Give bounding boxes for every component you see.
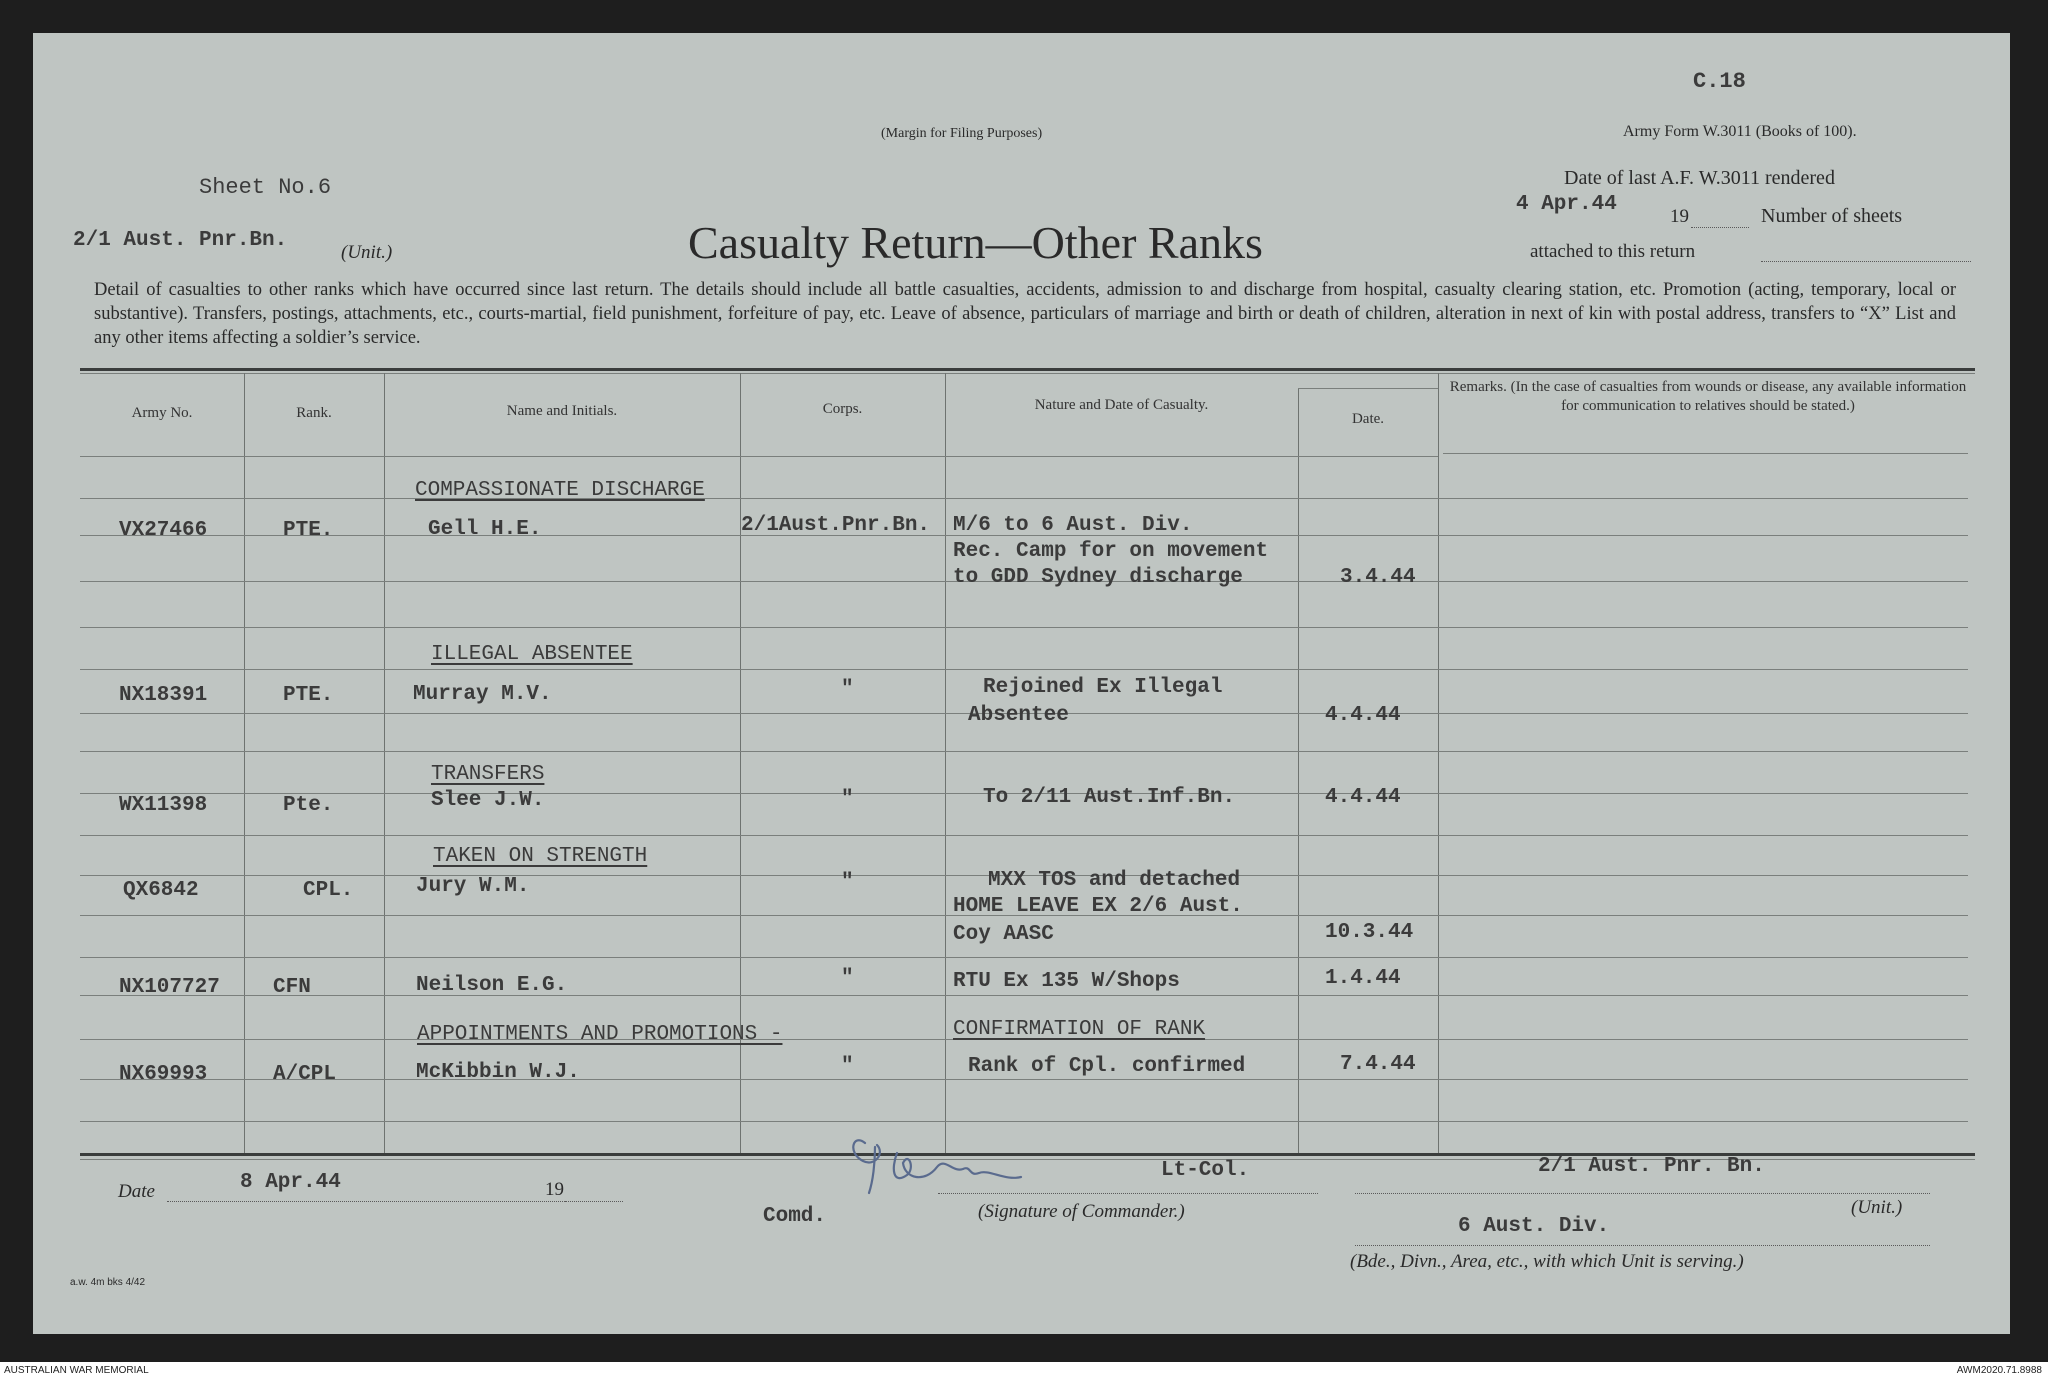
header-date: Date.: [1351, 411, 1385, 427]
remarks-header-rule: [1443, 453, 1968, 454]
cell-name: Gell H.E.: [428, 518, 542, 541]
cell-nature: To 2/11 Aust.Inf.Bn.: [983, 786, 1236, 809]
commander-rank: Lt-Col.: [1161, 1159, 1250, 1182]
cell-date: 10.3.44: [1325, 921, 1414, 944]
cell-rank: PTE.: [283, 519, 334, 542]
col-divider-4: [945, 373, 946, 1153]
rule-line: [80, 1079, 1968, 1080]
cell-rank: CPL.: [303, 879, 354, 902]
rule-line: [80, 627, 1968, 628]
cell-date: 4.4.44: [1325, 786, 1401, 809]
cell-nature: Rec. Camp for on movement: [953, 540, 1269, 563]
cell-name: Murray M.V.: [413, 683, 552, 706]
cell-corps: ": [841, 788, 854, 811]
cell-nature: to GDD Sydney discharge: [953, 566, 1243, 589]
cell-nature: Coy AASC: [953, 923, 1054, 946]
rule-line: [80, 957, 1968, 958]
header-remarks: Remarks. (In the case of casualties from wounds or disease, any available information for communication to relatives should be stated.): [1449, 379, 1967, 414]
cell-nature: Absentee: [968, 704, 1069, 727]
header-nature: Nature and Date of Casualty.: [1034, 397, 1209, 413]
table-top-rule: [80, 368, 1975, 371]
date-header-rule: [1298, 388, 1438, 389]
header-rule: [80, 456, 1438, 457]
cell-nature: Rank of Cpl. confirmed: [968, 1055, 1246, 1078]
section-heading: TRANSFERS: [431, 763, 545, 786]
cell-name: Jury W.M.: [416, 875, 530, 898]
cell-name: Neilson E.G.: [416, 974, 568, 997]
rule-line: [80, 1121, 1968, 1122]
cell-corps: ": [841, 1055, 854, 1078]
cell-nature: M/6 to 6 Aust. Div.: [953, 514, 1193, 537]
cell-corps: ": [841, 678, 854, 701]
year-prefix: 19: [1670, 206, 1689, 227]
archive-name: AUSTRALIAN WAR MEMORIAL: [4, 1365, 149, 1376]
cell-army-no: WX11398: [119, 794, 208, 817]
division-label: (Bde., Divn., Area, etc., with which Unit is serving.): [1350, 1251, 1744, 1272]
cell-nature: HOME LEAVE EX 2/6 Aust.: [953, 895, 1243, 918]
date-dots: [167, 1201, 579, 1202]
army-form-label: Army Form W.3011 (Books of 100).: [1623, 123, 1857, 140]
cell-corps: ": [841, 967, 854, 990]
cell-rank: A/CPL: [273, 1063, 337, 1086]
section-heading: APPOINTMENTS AND PROMOTIONS -: [417, 1023, 783, 1046]
table-top-rule-inner: [80, 373, 1975, 374]
division-dots: [1355, 1245, 1930, 1246]
col-divider-6: [1438, 373, 1439, 1153]
number-of-sheets-label: Number of sheets: [1761, 205, 1903, 227]
print-code: a.w. 4m bks 4/42: [70, 1277, 146, 1288]
sheet-number: Sheet No.6: [199, 175, 332, 200]
cell-date: 7.4.44: [1340, 1053, 1416, 1076]
cell-nature: MXX TOS and detached: [988, 869, 1241, 892]
cell-rank: Pte.: [283, 794, 334, 817]
cell-rank: CFN: [273, 976, 311, 999]
cell-army-no: NX18391: [119, 684, 208, 707]
cell-army-no: QX6842: [123, 879, 199, 902]
footer-unit-value: 2/1 Aust. Pnr. Bn.: [1538, 1155, 1765, 1178]
rule-line: [80, 995, 1968, 996]
rule-line: [80, 751, 1968, 752]
cell-corps: ": [841, 871, 854, 894]
cell-army-no: NX107727: [119, 976, 220, 999]
header-name: Name and Initials.: [506, 403, 618, 419]
header-army-no: Army No.: [131, 405, 193, 421]
unit-dots: [1355, 1193, 1930, 1194]
date-value: 8 Apr.44: [240, 1171, 341, 1194]
rule-line: [80, 669, 1968, 670]
unit-label: (Unit.): [341, 242, 393, 263]
header-corps: Corps.: [822, 401, 863, 417]
signature-label: (Signature of Commander.): [978, 1201, 1185, 1222]
cell-army-no: NX69993: [119, 1063, 208, 1086]
comd-label: Comd.: [763, 1205, 827, 1228]
cell-date: 4.4.44: [1325, 704, 1401, 727]
form-title: Casualty Return—Other Ranks: [688, 217, 1263, 268]
detail-instructions: Detail of casualties to other ranks which have occurred since last return. The details should include all battle casualties, accidents, admission to and discharge from hospital, casualty clearing station, etc. Promotion (acting, temporary, local or substantive). Transfers, postings, attachments, etc., courts-martial, field punishment, forfeiture of pay, etc. Leave of absence, particulars of marriage and birth or death of children, alteration in next of kin with postal address, transfers to “X” List and any other items affecting a soldier’s service.: [94, 280, 1956, 348]
cell-army-no: VX27466: [119, 519, 208, 542]
section-heading-secondary: CONFIRMATION OF RANK: [953, 1018, 1206, 1041]
date-year-dots: [565, 1201, 623, 1202]
margin-note: (Margin for Filing Purposes): [881, 126, 1043, 141]
cell-name: McKibbin W.J.: [416, 1061, 580, 1084]
form-sheet: [33, 33, 2010, 1334]
cell-rank: PTE.: [283, 684, 334, 707]
col-divider-1: [244, 373, 245, 1153]
division-value: 6 Aust. Div.: [1458, 1215, 1610, 1238]
date-last-value: 4 Apr.44: [1516, 193, 1617, 216]
section-heading: COMPASSIONATE DISCHARGE: [415, 479, 705, 502]
col-divider-2: [384, 373, 385, 1153]
archive-strip: [0, 1362, 2048, 1379]
form-code: C.18: [1693, 69, 1746, 94]
date-label: Date: [118, 1181, 155, 1202]
cell-date: 1.4.44: [1325, 967, 1401, 990]
attached-dots: [1761, 261, 1971, 262]
cell-date: 3.4.44: [1340, 566, 1416, 589]
year-dots: [1691, 227, 1749, 228]
commander-signature: [845, 1123, 1045, 1198]
cell-name: Slee J.W.: [431, 789, 545, 812]
cell-nature: Rejoined Ex Illegal: [983, 676, 1223, 699]
header-rank: Rank.: [296, 405, 332, 421]
date-last-label: Date of last A.F. W.3011 rendered: [1564, 167, 1835, 189]
footer-unit-label: (Unit.): [1851, 1197, 1903, 1218]
cell-corps: 2/1Aust.Pnr.Bn.: [741, 514, 931, 537]
section-heading: ILLEGAL ABSENTEE: [431, 643, 633, 666]
cell-nature: RTU Ex 135 W/Shops: [953, 970, 1180, 993]
date-year-prefix: 19: [545, 1179, 564, 1200]
attached-label: attached to this return: [1530, 241, 1696, 262]
unit-value: 2/1 Aust. Pnr.Bn.: [73, 229, 288, 252]
section-heading: TAKEN ON STRENGTH: [433, 845, 648, 868]
rule-line: [80, 498, 1968, 499]
rule-line: [80, 835, 1968, 836]
archive-id: AWM2020.71.8988: [1956, 1365, 2042, 1376]
